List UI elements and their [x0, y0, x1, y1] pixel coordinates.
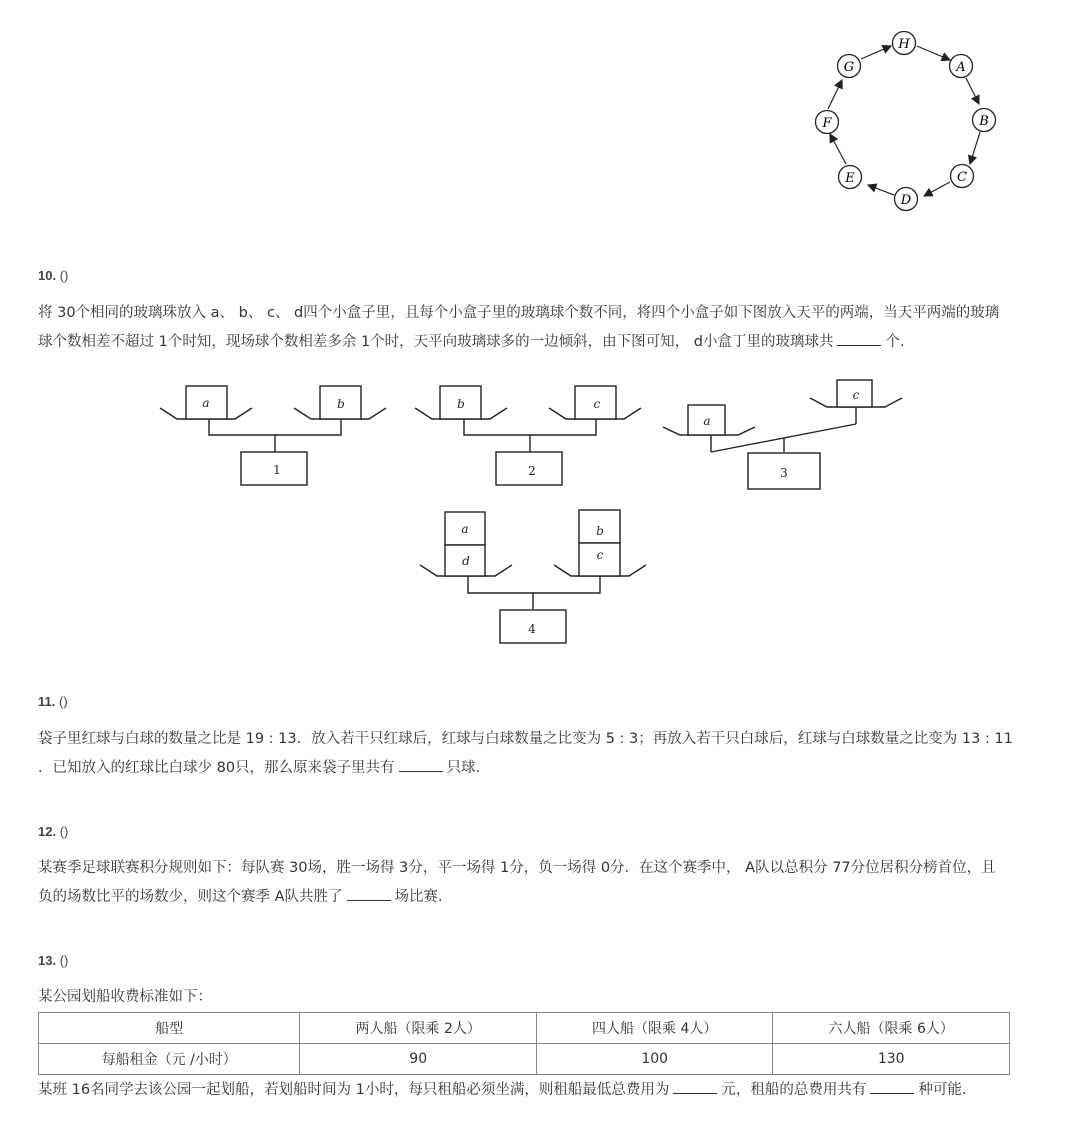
scale-4-label: 4 — [528, 622, 536, 636]
q10-text — [38, 299, 1028, 357]
cycle-node-f — [816, 111, 839, 134]
q13-intro: 某公园划船收费标准如下： — [38, 989, 212, 1005]
fee-table-cell: 90 — [300, 1044, 537, 1075]
scale-3-right-box: c — [852, 388, 860, 402]
q11-paren: () — [58, 694, 68, 709]
balance-scales-figure — [155, 375, 915, 655]
fee-table-cell: 100 — [536, 1044, 773, 1075]
svg-text:C: C — [957, 170, 967, 185]
svg-text:F: F — [822, 116, 832, 131]
scale-4-left-top-box: a — [461, 522, 469, 536]
fee-table — [38, 1012, 1010, 1075]
q13-answer-blank-2[interactable] — [870, 1079, 914, 1094]
q12-header — [38, 824, 68, 839]
scale-1-label: 1 — [273, 463, 281, 477]
fee-table-cell: 每船租金（元 /小时） — [39, 1044, 300, 1075]
scale-1-left-box: a — [202, 396, 210, 410]
svg-text:D: D — [900, 193, 912, 208]
fee-table-cell: 130 — [773, 1044, 1010, 1075]
q10-number: 10. — [38, 268, 57, 283]
q11-line1: 袋子里红球与白球的数量之比是 19 : 13．放入若干只红球后，红球与白球数量之比变为 5 : 3；再放入若干只白球后，红球与白球数量之比变为 13 : 11 — [38, 731, 1013, 747]
q12-answer-blank[interactable] — [347, 886, 391, 901]
scale-4-left-bottom-box: d — [462, 554, 470, 568]
cycle-node-e — [839, 166, 862, 189]
fee-table-header-cell: 船型 — [39, 1013, 300, 1044]
svg-text:A: A — [956, 60, 966, 75]
q11-answer-blank[interactable] — [399, 757, 443, 772]
scale-2-label: 2 — [528, 464, 536, 478]
q13-answer-blank-1[interactable] — [673, 1079, 717, 1094]
scale-2-left-box: b — [457, 397, 465, 411]
cycle-node-a — [950, 55, 973, 78]
scale-4-right-bottom-box: c — [596, 548, 604, 562]
fee-table-row — [39, 1044, 1010, 1075]
q10-answer-blank[interactable] — [837, 331, 881, 346]
q13-question: 某班 16名同学去该公园一起划船，若划船时间为 1小时，每只租船必须坐满，则租船最低总费用为 元，租船的总费用共有 种可能. — [38, 1076, 1028, 1105]
q12-number: 12. — [38, 824, 57, 839]
fee-table-header-cell: 四人船（限乘 4人） — [536, 1013, 773, 1044]
q12-paren: () — [59, 824, 69, 839]
fee-table-header-row — [39, 1013, 1010, 1044]
cycle-node-d — [895, 188, 918, 211]
svg-text:B: B — [979, 114, 989, 129]
q10-line2: 球个数相差不超过 1个时知，现场球个数相差多余 1个时，天平向玻璃球多的一边倾斜，由下图可知， d小盒丁里的玻璃球共 个. — [38, 328, 1028, 357]
svg-text:H: H — [898, 37, 910, 52]
cycle-node-g — [838, 55, 861, 78]
fee-table-header-cell: 两人船（限乘 2人） — [300, 1013, 537, 1044]
q11-text — [38, 725, 1028, 783]
q11-number: 11. — [38, 694, 56, 709]
q10-line1: 将 30个相同的玻璃珠放入 a、 b、 c、 d四个小盒子里，且每个小盒子里的玻璃球个数不同，将四个小盒子如下图放入天平的两端，当天平两端的玻璃 — [38, 305, 1000, 321]
q13-header — [38, 953, 68, 968]
cycle-node-b — [973, 109, 996, 132]
q11-line2: ．已知放入的红球比白球少 80只，那么原来袋子里共有 只球. — [38, 754, 1028, 783]
q11-header — [38, 694, 68, 709]
scale-4-right-top-box: b — [596, 524, 604, 538]
scale-3-left-box: a — [703, 414, 711, 428]
scale-2-right-box: c — [593, 397, 601, 411]
fee-table-header-cell: 六人船（限乘 6人） — [773, 1013, 1010, 1044]
q12-text — [38, 854, 1028, 912]
q13-number: 13. — [38, 953, 57, 968]
cycle-node-h — [893, 32, 916, 55]
q12-line1: 某赛季足球联赛积分规则如下：每队赛 30场，胜一场得 3分，平一场得 1分，负一场得 0分．在这个赛季中， A队以总积分 77分位居积分榜首位，且 — [38, 860, 996, 876]
q12-line2: 负的场数比平的场数少，则这个赛季 A队共胜了 场比赛. — [38, 883, 1028, 912]
q13-paren: () — [59, 953, 69, 968]
cycle-diagram — [790, 20, 1020, 220]
scale-3-label: 3 — [780, 466, 788, 480]
cycle-node-c — [951, 165, 974, 188]
svg-text:E: E — [845, 171, 855, 186]
svg-text:G: G — [843, 60, 855, 75]
q10-paren: () — [59, 268, 69, 283]
scale-1-right-box: b — [337, 397, 345, 411]
q10-header — [38, 268, 68, 283]
